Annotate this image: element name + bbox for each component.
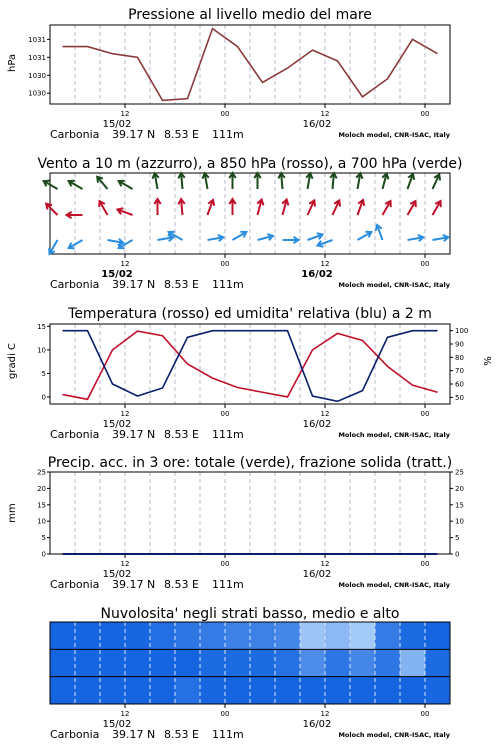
panel-footer xyxy=(50,104,451,141)
location-lon: 8.53 E xyxy=(164,278,199,291)
model-credit: Moloch model, CNR-ISAC, Italy xyxy=(338,731,450,739)
location-lat: 39.17 N xyxy=(112,578,156,591)
plot-border xyxy=(50,173,450,254)
cloud-cell xyxy=(75,677,100,705)
precip-ytick-label: 5 xyxy=(41,534,46,543)
model-credit: Moloch model, CNR-ISAC, Italy xyxy=(338,581,450,589)
date-label: 16/02 xyxy=(302,719,332,730)
wind-arrow xyxy=(229,199,235,215)
precip-ytick-label: 10 xyxy=(37,517,46,526)
cloud-cell xyxy=(175,677,200,705)
time-tick-label: 00 xyxy=(220,110,230,118)
time-tick-label: 00 xyxy=(220,260,230,268)
cloud-cell xyxy=(200,677,225,705)
temperature-ytick-label: 0 xyxy=(41,393,46,402)
plot-border xyxy=(50,472,450,554)
time-tick-label: 00 xyxy=(220,710,230,718)
wind-arrow xyxy=(382,174,388,189)
time-tick-label: 00 xyxy=(220,560,230,568)
cloud-cell xyxy=(325,649,350,677)
wind-arrow xyxy=(433,235,449,241)
cloud-cell xyxy=(350,622,375,650)
model-credit: Moloch model, CNR-ISAC, Italy xyxy=(338,281,450,289)
time-tick-label: 00 xyxy=(220,410,230,418)
cloud-panel xyxy=(101,606,400,622)
pressure-ytick-label: 1030 xyxy=(28,71,46,80)
wind-arrow xyxy=(433,201,441,215)
model-credit: Moloch model, CNR-ISAC, Italy xyxy=(338,131,450,139)
cloud-cell xyxy=(250,622,275,650)
humidity-ytick-label: 80 xyxy=(455,353,464,362)
location-name: Carbonia xyxy=(50,128,100,141)
date-label: 15/02 xyxy=(102,719,132,730)
cloud-cell xyxy=(75,649,100,677)
time-tick-label: 12 xyxy=(120,260,130,268)
cloud-cell xyxy=(150,677,175,705)
wind-panel xyxy=(37,156,462,172)
cloud-cell xyxy=(275,622,300,650)
cloud-cell xyxy=(275,677,300,705)
location-lon: 8.53 E xyxy=(164,428,199,441)
cloud-cell xyxy=(300,677,325,705)
wind-arrow xyxy=(229,173,235,189)
plot-frame xyxy=(50,173,450,254)
pressure-ylabel: hPa xyxy=(7,53,18,73)
plot-frame xyxy=(50,472,450,554)
humidity-ylabel: % xyxy=(483,356,494,366)
wind-arrow xyxy=(69,181,83,189)
precip-ytick-label: 15 xyxy=(37,501,46,510)
cloud-cell xyxy=(300,649,325,677)
wind-arrow xyxy=(408,174,415,189)
wind-arrow xyxy=(152,173,158,189)
temperature-title: Temperatura (rosso) ed umidita' relativa (blu) a 2 m xyxy=(68,306,432,322)
pressure-ytick-label: 1030 xyxy=(28,89,46,98)
date-label: 16/02 xyxy=(301,269,333,280)
precip-ytick-label: 0 xyxy=(41,550,46,559)
wind-arrow xyxy=(278,173,284,189)
cloud-cell xyxy=(275,649,300,677)
cloud-cell xyxy=(175,649,200,677)
cloud-cell xyxy=(375,649,400,677)
temperature-ytick-label: 5 xyxy=(41,369,46,378)
precip-ytick-right-label: 15 xyxy=(455,501,464,510)
wind-arrow xyxy=(258,234,273,240)
wind-arrow xyxy=(46,204,57,215)
precip-ytick-right-label: 20 xyxy=(455,484,464,493)
wind-arrow xyxy=(308,233,323,240)
location-lat: 39.17 N xyxy=(112,428,156,441)
precip-ytick-label: 25 xyxy=(37,468,46,477)
precipitation-panel xyxy=(7,455,452,523)
humidity-ytick-label: 100 xyxy=(455,327,469,336)
time-tick-label: 12 xyxy=(320,710,330,718)
time-tick-label: 12 xyxy=(120,410,130,418)
wind-arrow xyxy=(208,235,224,241)
time-tick-label: 00 xyxy=(420,560,430,568)
cloud-cell xyxy=(400,677,425,705)
location-lon: 8.53 E xyxy=(164,728,199,741)
wind-title: Vento a 10 m (azzurro), a 850 hPa (rosso), a 700 hPa (verde) xyxy=(37,156,463,172)
cloud-cell xyxy=(250,649,275,677)
cloud-cell xyxy=(100,649,125,677)
wind-arrow xyxy=(257,200,263,215)
location-lat: 39.17 N xyxy=(112,128,156,141)
wind-arrow xyxy=(97,177,107,189)
precip-ytick-right-label: 10 xyxy=(455,517,464,526)
model-credit: Moloch model, CNR-ISAC, Italy xyxy=(338,431,450,439)
date-label: 16/02 xyxy=(302,119,332,130)
location-alt: 111m xyxy=(212,578,244,591)
wind-arrow xyxy=(333,200,341,215)
cloud-cell xyxy=(50,622,75,650)
cloud-cell xyxy=(125,677,150,705)
wind-arrow xyxy=(408,201,416,215)
wind-arrow xyxy=(330,173,336,189)
date-label: 15/02 xyxy=(102,419,132,430)
location-name: Carbonia xyxy=(50,578,100,591)
wind-arrow xyxy=(306,173,312,189)
date-label: 16/02 xyxy=(302,569,332,580)
cloud-cell xyxy=(350,677,375,705)
location-lon: 8.53 E xyxy=(164,128,199,141)
cloud-cell xyxy=(225,677,250,705)
cloud-cell xyxy=(125,622,150,650)
time-tick-label: 12 xyxy=(120,710,130,718)
cloud-cell xyxy=(200,622,225,650)
location-alt: 111m xyxy=(212,278,244,291)
location-lat: 39.17 N xyxy=(112,278,156,291)
cloud-cell xyxy=(400,649,425,677)
cloud-cell xyxy=(400,622,425,650)
wind-arrow xyxy=(408,235,424,241)
wind-arrow xyxy=(308,200,316,215)
location-alt: 111m xyxy=(212,428,244,441)
pressure-panel xyxy=(7,7,372,72)
time-tick-label: 00 xyxy=(420,110,430,118)
humidity-ytick-label: 70 xyxy=(455,367,464,376)
cloud-cell xyxy=(325,622,350,650)
location-name: Carbonia xyxy=(50,728,100,741)
cloud-cell xyxy=(225,649,250,677)
pressure-ytick-label: 1031 xyxy=(28,35,46,44)
location-lon: 8.53 E xyxy=(164,578,199,591)
time-tick-label: 12 xyxy=(320,260,330,268)
temperature-ylabel: gradi C xyxy=(7,343,18,379)
wind-arrow xyxy=(254,173,260,189)
precipitation-ylabel: mm xyxy=(7,503,18,523)
wind-arrow xyxy=(282,200,288,215)
pressure-title: Pressione al livello medio del mare xyxy=(128,7,372,23)
cloud-cell xyxy=(250,677,275,705)
pressure-ytick-label: 1031 xyxy=(28,53,46,62)
wind-arrow xyxy=(358,232,372,240)
location-lat: 39.17 N xyxy=(112,728,156,741)
cloud-cell xyxy=(225,622,250,650)
time-tick-label: 12 xyxy=(320,110,330,118)
wind-arrow xyxy=(178,199,184,215)
wind-arrow xyxy=(202,173,208,189)
wind-arrow xyxy=(233,232,247,240)
location-name: Carbonia xyxy=(50,428,100,441)
time-tick-label: 12 xyxy=(320,560,330,568)
cloud-cell xyxy=(425,677,450,705)
wind-arrow xyxy=(283,237,299,243)
cloud-title: Nuvolosita' negli strati basso, medio e alto xyxy=(100,606,400,622)
wind-arrow xyxy=(178,173,184,189)
cloud-cell xyxy=(425,622,450,650)
temperature-ytick-label: 10 xyxy=(37,346,46,355)
cloud-cell xyxy=(150,622,175,650)
wind-arrow xyxy=(383,201,391,215)
panel-footer xyxy=(50,704,451,741)
time-tick-label: 12 xyxy=(120,110,130,118)
wind-arrow xyxy=(376,225,383,240)
precip-ytick-label: 20 xyxy=(37,484,46,493)
date-label: 15/02 xyxy=(102,119,132,130)
cloud-cell xyxy=(375,677,400,705)
cloud-cell xyxy=(100,677,125,705)
panel-footer xyxy=(50,254,451,291)
time-tick-label: 12 xyxy=(320,410,330,418)
cloud-cell xyxy=(375,622,400,650)
wind-arrow xyxy=(154,199,160,215)
location-name: Carbonia xyxy=(50,278,100,291)
date-label: 15/02 xyxy=(102,569,132,580)
cloud-cell xyxy=(50,677,75,705)
location-alt: 111m xyxy=(212,728,244,741)
humidity-ytick-label: 50 xyxy=(455,393,464,402)
cloud-cell xyxy=(425,649,450,677)
precipitation-title: Precip. acc. in 3 ore: totale (verde), frazione solida (tratt.) xyxy=(47,455,453,471)
cloud-cell xyxy=(100,622,125,650)
humidity-ytick-label: 60 xyxy=(455,380,464,389)
cloud-cell xyxy=(200,649,225,677)
cloud-cell xyxy=(50,649,75,677)
precip-ytick-right-label: 5 xyxy=(455,534,460,543)
humidity-ytick-label: 90 xyxy=(455,340,464,349)
cloud-cell xyxy=(175,622,200,650)
date-label: 16/02 xyxy=(302,419,332,430)
cloud-cell xyxy=(75,622,100,650)
cloud-cell xyxy=(325,677,350,705)
cloud-cell xyxy=(125,649,150,677)
wind-arrow xyxy=(208,200,215,215)
wind-arrow xyxy=(433,174,441,189)
time-tick-label: 00 xyxy=(420,260,430,268)
cloud-cell xyxy=(150,649,175,677)
cloud-cell xyxy=(350,649,375,677)
precip-ytick-right-label: 0 xyxy=(455,550,460,559)
panel-footer xyxy=(50,554,451,591)
wind-arrow xyxy=(69,240,83,248)
wind-arrow xyxy=(356,173,362,189)
location-alt: 111m xyxy=(212,128,244,141)
time-tick-label: 00 xyxy=(420,410,430,418)
wind-arrow xyxy=(358,200,365,215)
temperature-ytick-label: 15 xyxy=(37,322,46,331)
wind-arrow xyxy=(44,181,58,189)
time-tick-label: 00 xyxy=(420,710,430,718)
cloud-cell xyxy=(300,622,325,650)
precip-ytick-right-label: 25 xyxy=(455,468,464,477)
date-label: 15/02 xyxy=(101,269,133,280)
time-tick-label: 12 xyxy=(120,560,130,568)
wind-arrow xyxy=(119,181,133,189)
panel-footer xyxy=(50,404,451,441)
